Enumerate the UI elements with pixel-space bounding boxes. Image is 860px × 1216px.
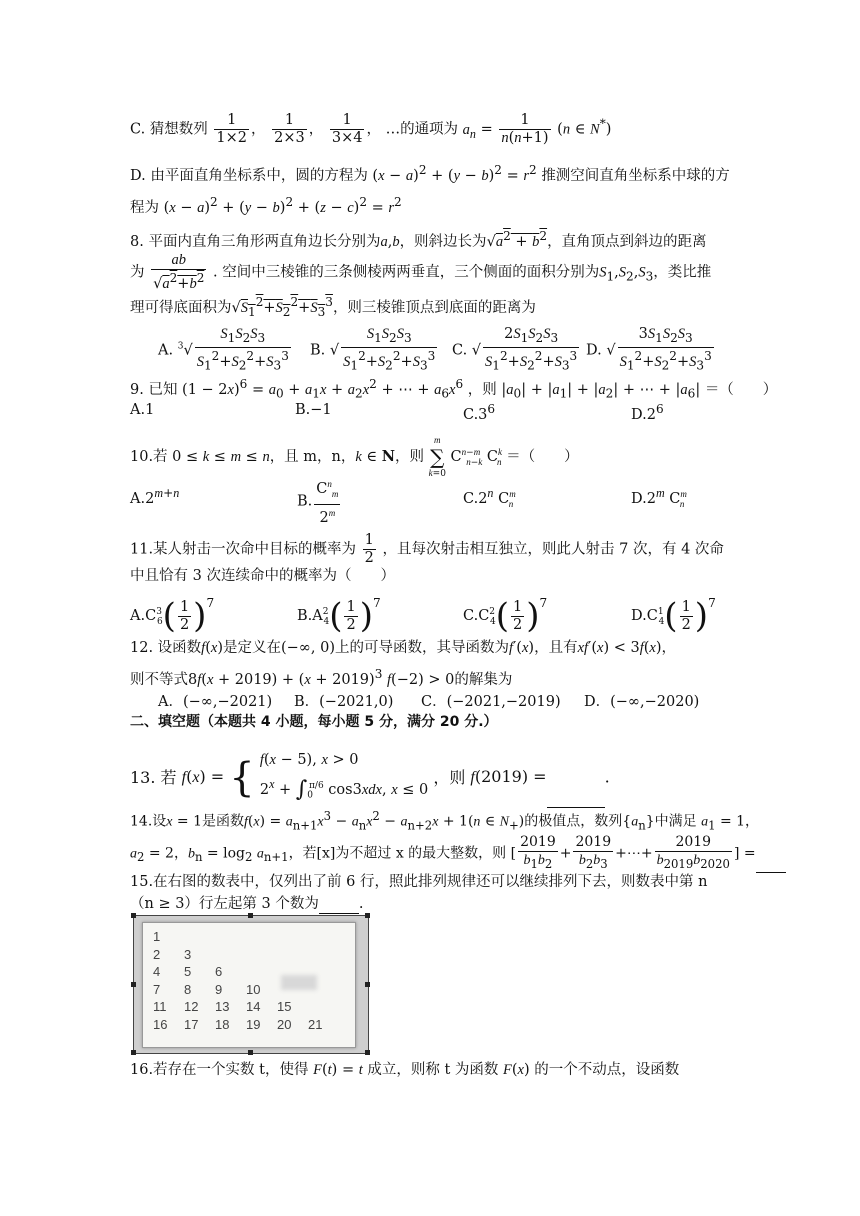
fraction: $\frac{1}{2\times 3}$ (274, 112, 305, 146)
text: ，则三棱锥顶点到底面的距离为 (332, 299, 536, 316)
text: 8. 平面内直角三角形两直角边长分别为 (130, 233, 381, 250)
answer-blank[interactable] (319, 899, 359, 914)
table-cell: 19 (246, 1016, 261, 1032)
option-text: B.−1 (295, 402, 332, 418)
q12-option-b[interactable] (294, 690, 393, 711)
q10-option-b[interactable] (297, 476, 342, 527)
resize-handle[interactable] (131, 913, 136, 918)
table-row (153, 999, 339, 1017)
table-cell: 15 (277, 999, 292, 1014)
q9-option-d[interactable]: $D.2^6$ (631, 402, 664, 423)
q10-option-c[interactable]: C.2$^n$ $C^m_n$ (463, 486, 516, 509)
text: C. 猜想数列 (130, 121, 208, 138)
text: ＝（ ） (506, 449, 579, 465)
fraction: $\frac{1}{2}$ (364, 532, 374, 566)
table-cell: 18 (215, 1016, 230, 1032)
table-cell: 6 (215, 964, 223, 979)
text: 12. 设函数 (130, 640, 202, 656)
q8-option-b[interactable]: B. √ $\frac{S_1S_2S_3}{S_1^2+S_2^2+S_3^3}$ (310, 326, 436, 373)
fraction: $\frac{1}{1\times 2}$ (216, 112, 248, 146)
question-11-line1 (130, 532, 740, 567)
fraction: $\frac{2019}{b_2b_3}$ (575, 834, 612, 871)
q8-option-a[interactable]: A. $^3$√ $\frac{S_1S_2S_3}{S_1^2+S_2^2+S_3^3}$ (158, 326, 289, 373)
question-8-line3: 理可得底面积为$√S_1^2+S_2^2+S_3^3$，则三棱锥顶点到底面的距离为 (130, 295, 536, 319)
option-text: A.1 (130, 402, 155, 418)
table-cell: 7 (153, 981, 161, 997)
q12-option-a[interactable] (158, 690, 272, 711)
text: 13. 若 (130, 767, 177, 787)
text: 程为 (130, 199, 159, 216)
fraction: $\frac{3S_1S_2S_3}{S_1^2+S_2^2+S_3^3}$ (619, 326, 712, 373)
table-cell: 13 (215, 999, 230, 1014)
q8-option-d[interactable]: D. √ $\frac{3S_1S_2S_3}{S_1^2+S_2^2+S_3^3}$ (586, 326, 712, 373)
text: 9. 已知 (130, 381, 178, 398)
table-cell: 12 (184, 999, 199, 1014)
fraction: $\frac{1}{2}$ (513, 598, 523, 633)
q9-option-b[interactable] (295, 402, 332, 418)
question-12-line2: 则不等式$8f(x + 2019) + (x + 2019)^3$ f(−2) > 0的解集为 (130, 667, 513, 688)
q10-option-a[interactable]: $A.2^{m+n}$ (130, 486, 180, 507)
option-text: D.2 (631, 406, 656, 423)
text: 的解集为 (454, 671, 513, 688)
question-12-line1: 12. 设函数f(x)是定义在(−∞, 0)上的可导函数，其导函数为f′(x)，且有xf′(x) < 3f(x)， (130, 640, 676, 656)
resize-handle[interactable] (365, 1050, 370, 1055)
fraction: $\frac{S_1S_2S_3}{S_1^2+S_2^2+S_3^3}$ (196, 326, 289, 373)
q10-option-d[interactable]: D.2$^m$ $C^m_n$ (631, 486, 687, 509)
option-letter: A. (130, 490, 146, 507)
text: ，且每次射击相互独立，则此人射击 7 次，有 4 次命 (382, 541, 724, 558)
fraction: $\frac{C^n_m}{2^m}$ (316, 479, 339, 526)
question-16: 16.若存在一个实数 t，使得 F(t) = t 成立，则称 t 为函数 F(x) 的一个不动点，设函数 (130, 1062, 680, 1078)
text: 是函数 (202, 813, 245, 830)
q9-option-a[interactable] (130, 402, 154, 418)
resize-handle[interactable] (248, 1050, 253, 1055)
option-letter: B. (297, 608, 313, 624)
option-letter: D. (631, 490, 647, 507)
question-14-line1: 14.设x = 1是函数$f(x) = a_{n+1}x^3 - a_nx^2 - a_{n+2}x + 1(n$ ∈ $N_+$)的极值点，数列$\{a_n\}$中满足 $a_1 = 1$， (130, 809, 760, 833)
table-cell: 10 (246, 981, 261, 997)
text: 成立，则称 t 为函数 (367, 1062, 499, 1078)
table-cell: 2 (153, 946, 161, 962)
text: 则不等式 (130, 671, 188, 688)
answer-blank[interactable] (756, 858, 786, 873)
question-8-line1: 8. 平面内直角三角形两直角边长分别为a,b，则斜边长为$√a^2 + b^2$，直角顶点到斜边的距离 (130, 229, 707, 250)
text: 理可得底面积为 (130, 299, 232, 316)
option-letter: C. (452, 342, 468, 359)
text: …的通项为 (385, 121, 459, 138)
option-letter: C. (463, 490, 479, 507)
text: 为 (130, 264, 145, 281)
fraction: $\frac{1}{n(n+1)}$ (501, 112, 549, 146)
q9-option-c[interactable]: $C.3^6$ (463, 402, 496, 423)
text: ，类比推 (653, 264, 712, 281)
resize-handle[interactable] (131, 982, 136, 987)
text: 中满足 (654, 813, 697, 830)
table-cell: 4 (153, 964, 161, 979)
fraction: $\frac{1}{2}$ (681, 598, 691, 633)
text: 10.若 (130, 449, 168, 465)
table-cell: 1 (153, 929, 161, 944)
table-row (153, 1017, 339, 1035)
number-table-image (133, 915, 369, 1054)
question-15-line1 (130, 872, 740, 892)
text: （n ≥ 3）行左起第 3 个数为 (130, 896, 319, 912)
fraction: $\frac{1}{2}$ (346, 598, 356, 633)
q11-option-b[interactable]: $B.A^2_4$( $\frac{1}{2}$ )$^7$ (297, 596, 381, 636)
table-row (153, 947, 339, 965)
text: ，直角顶点到斜边的距离 (547, 233, 707, 250)
q11-option-a[interactable]: $A.C^3_6$( $\frac{1}{2}$ )$^7$ (130, 596, 215, 636)
table-cell: 17 (184, 1016, 199, 1032)
option-letter: D. (586, 342, 602, 359)
text: 14.设 (130, 813, 167, 830)
table-cell: 5 (184, 964, 192, 979)
option-d-line1: D. 由平面直角坐标系中，圆的方程为 $(x - a)^2 + (y - b)^2 = r^2$ 推测空间直角坐标系中球的方 (130, 163, 730, 184)
text: 的极值点，数列 (524, 813, 623, 830)
question-8-line2: 为 $\frac{ab}{√a^2+b^2}$ . 空间中三棱锥的三条侧棱两两垂直，三个侧面的面积分别为$S_1,S_2,S_3$，类比推 (130, 252, 712, 292)
fraction: $\frac{1}{3\times 4}$ (331, 112, 363, 146)
text: 上的可导函数，其导函数为 (334, 640, 509, 656)
option-letter: B. (297, 493, 313, 510)
fraction: $\frac{1}{2}$ (179, 598, 190, 633)
fraction: $\frac{2S_1S_2S_3}{S_1^2+S_2^2+S_3^3}$ (485, 326, 578, 373)
question-10: 10.若 0 ≤ k ≤ m ≤ n，且 m，n，k ∈ N，则 m ∑ k=0 $C^{n-m}_{n-k}$ $C^k_n$ ＝（ ） (130, 435, 579, 479)
text: 是定义在 (222, 640, 281, 656)
text: D. 由平面直角坐标系中，圆的方程为 (130, 167, 368, 184)
text: ，则 (433, 767, 466, 787)
question-15-line2: （n ≥ 3）行左起第 3 个数为 . (130, 896, 364, 912)
option-d-line2: 程为 $(x - a)^2 + (y - b)^2 + (z - c)^2 = r^2$ (130, 195, 402, 216)
option-text: A．(−∞,−2021) (158, 694, 273, 710)
text: . 空间中三棱锥的三条侧棱两两垂直，三个侧面的面积分别为 (213, 264, 600, 281)
option-letter: D. (631, 608, 647, 624)
question-11-line2 (130, 566, 740, 586)
table-cell: 20 (277, 1016, 292, 1032)
table-row (153, 929, 339, 947)
option-text: D．(−∞,−2020) (584, 694, 700, 710)
text: 的一个不动点，设函数 (534, 1062, 680, 1078)
text: ，若[x]为不超过 x 的最大整数，则 (288, 845, 507, 862)
q11-option-d[interactable]: $D.C^1_4$( $\frac{1}{2}$ )$^7$ (631, 596, 716, 636)
fraction: $\frac{ab}{√a^2+b^2}$ (153, 252, 205, 292)
watermark-blur (281, 975, 317, 990)
q11-option-c[interactable]: $C.C^2_4$( $\frac{1}{2}$ )$^7$ (463, 596, 548, 636)
resize-handle[interactable] (365, 982, 370, 987)
q8-option-c[interactable]: C. √ $\frac{2S_1S_2S_3}{S_1^2+S_2^2+S_3^3}$ (452, 326, 578, 373)
option-text: C.3 (463, 406, 488, 423)
q12-option-d[interactable] (584, 690, 699, 711)
number-table (142, 922, 356, 1048)
option-c-sequence: C. 猜想数列 $\frac{1}{1\times 2}$ ， $\frac{1}{2\times 3}$ ， $\frac{1}{3\times 4}$ ， …的通项为 $a_n$ = $\frac{1}{n(n+1)}$ (n ∈ N*) (130, 112, 612, 146)
table-cell: 21 (308, 1016, 323, 1032)
text: ＝（ ） (704, 381, 778, 398)
q12-option-c[interactable] (421, 690, 561, 711)
table-cell: 14 (246, 999, 261, 1014)
table-cell: 11 (153, 999, 167, 1014)
text: 15.在右图的数表中，仅列出了前 6 行，照此排列规律还可以继续排列下去，则数表中第 n (130, 874, 708, 890)
text: 推测空间直角坐标系中球的方 (541, 167, 730, 184)
resize-handle[interactable] (248, 913, 253, 918)
question-14-line2: $a_2 = 2$，$b_n = \log_2 a_{n+1}$，若[x]为不超过 x 的最大整数，则 [ $\frac{2019}{b_1b_2}$ + $\frac{2019}{b_2b_3}$ +⋯+ $\frac{2019}{b_{2019}b_{2020}}$ ] = (130, 834, 740, 873)
text: ，则 (395, 449, 425, 465)
option-text: B．(−2021,0) (294, 694, 394, 710)
text: ，且 m，n， (269, 449, 356, 465)
option-letter: B. (310, 342, 326, 359)
option-letter: A. (130, 608, 146, 624)
section-2-heading: 二、填空题（本题共 4 小题，每小题 5 分，满分 20 分.） (130, 714, 498, 730)
text: ，则斜边长为 (399, 233, 487, 250)
table-cell: 16 (153, 1016, 168, 1032)
text: ，且有 (534, 640, 578, 656)
text: 11.某人射击一次命中目标的概率为 (130, 541, 357, 558)
table-cell: 3 (184, 946, 192, 962)
brace: { (229, 754, 255, 801)
fraction: $\frac{2019}{b_{2019}b_{2020}}$ (656, 834, 730, 871)
fraction: $\frac{S_1S_2S_3}{S_1^2+S_2^2+S_3^3}$ (343, 326, 436, 373)
option-text: C．(−2021,−2019) (421, 694, 561, 710)
fraction: $\frac{2019}{b_1b_2}$ (520, 834, 556, 871)
option-letter: A. (158, 342, 174, 359)
question-13: 13. 若 f(x) = { f(x − 5), x > 0 $2^x + \int_0^{\pi/6}$ cos3xdx, x ≤ 0 ，则 f(2019) = . (130, 748, 740, 798)
resize-handle[interactable] (365, 913, 370, 918)
table-cell: 9 (215, 981, 223, 997)
text: ，则 (467, 381, 497, 398)
text: 中且恰有 3 次连续命中的概率为（ ） (130, 568, 395, 584)
text: 16.若存在一个实数 t，使得 (130, 1062, 309, 1078)
resize-handle[interactable] (131, 1050, 136, 1055)
question-9: 9. 已知 $(1 - 2x)^6 = a_0 + a_1x + a_2x^2$ + ⋯ + $a_6x^6$ ，则 $|a_0| + |a_1| + |a_2|$ + ⋯ + $|a_6|$ ＝（ ） (130, 377, 778, 401)
table-cell: 8 (184, 981, 192, 997)
option-letter: C. (463, 608, 479, 624)
